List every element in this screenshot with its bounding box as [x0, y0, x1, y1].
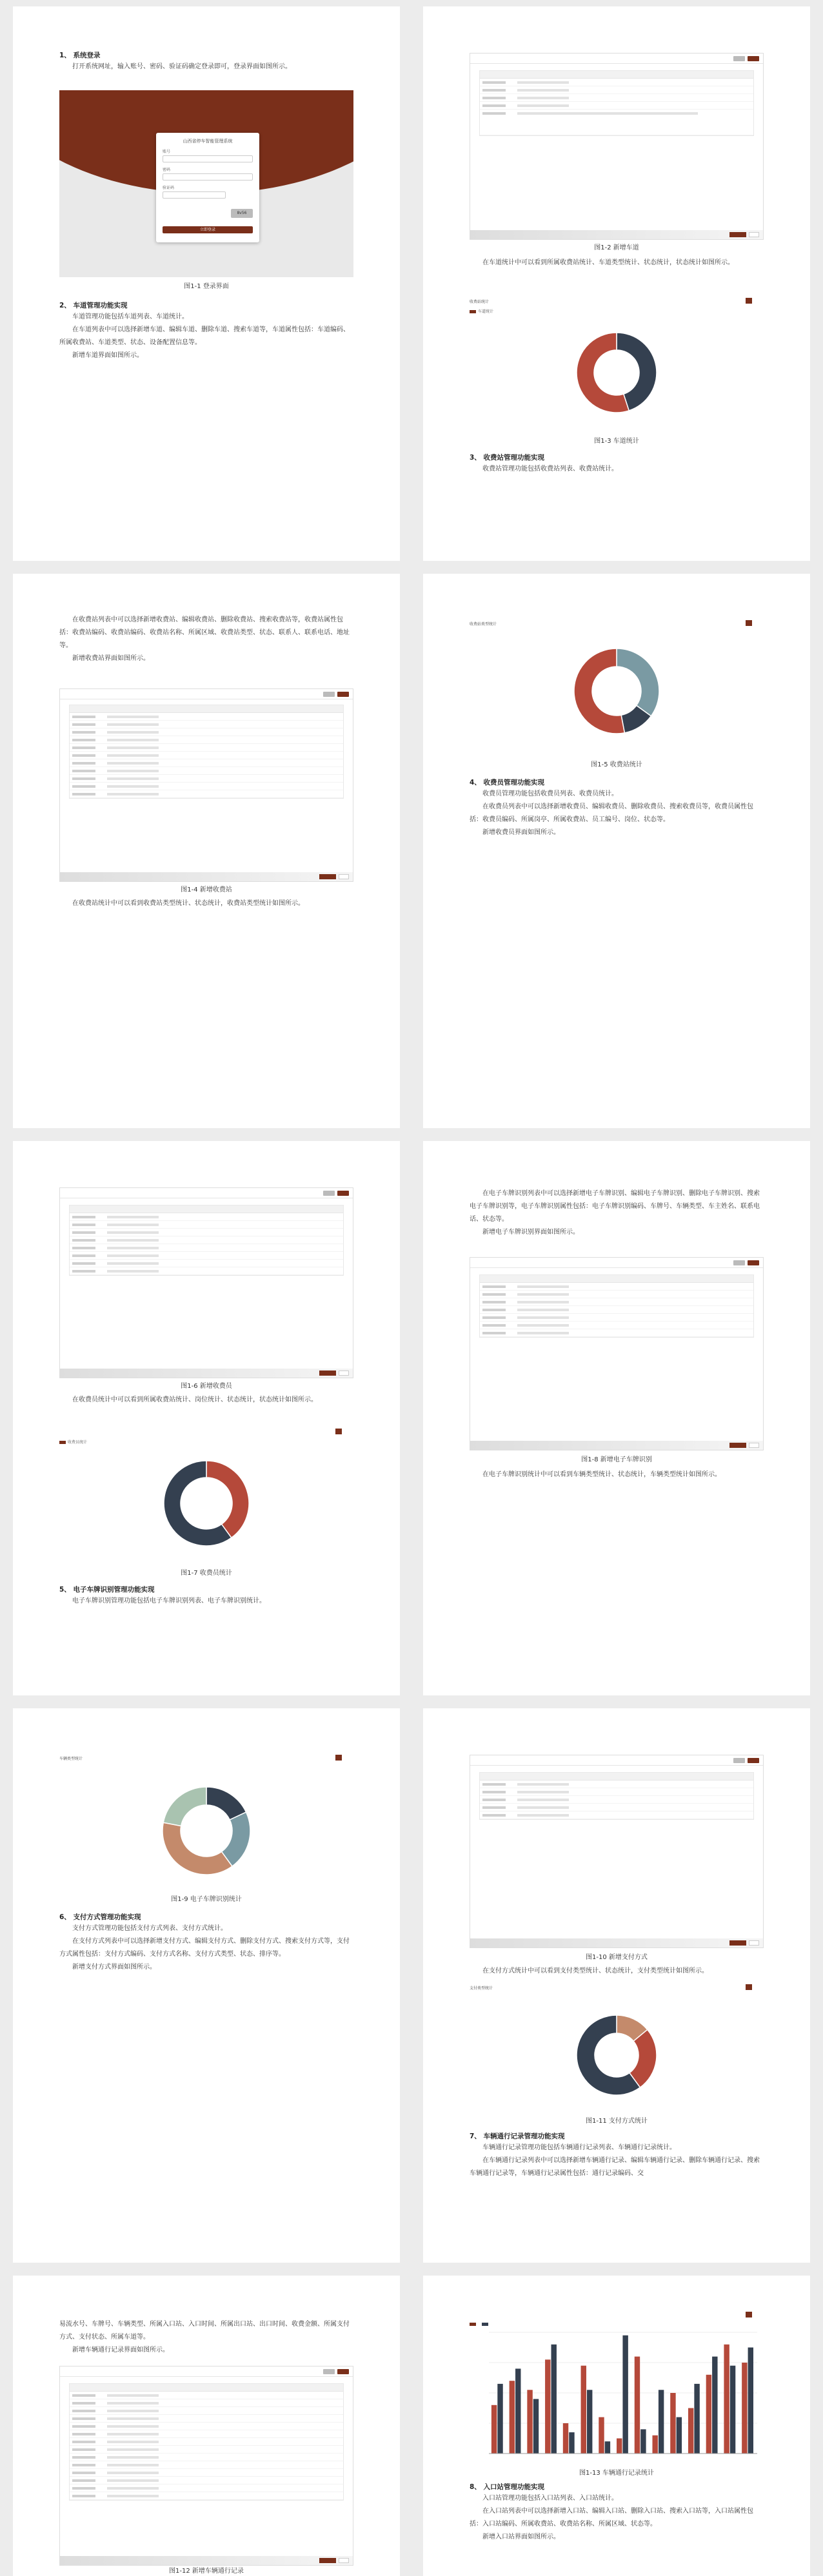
paragraph: 在收费员列表中可以选择新增收费员、编辑收费员、删除收费员、搜索收费员等，收费员属性包括：收费员编码、所属岗亭、所属收费站、员工编号、岗位、状态等。: [470, 803, 753, 823]
paragraph: 在电子车牌识别统计中可以看到车辆类型统计、状态统计，车辆类型统计如图所示。: [482, 1471, 721, 1478]
bar: [581, 2366, 586, 2454]
pie-chart: [59, 1753, 353, 1889]
account-label: 账号: [163, 150, 171, 154]
page-10: [423, 2276, 810, 2576]
bar: [617, 2439, 622, 2454]
page-3: [13, 574, 400, 1128]
paragraph: 打开系统网址，输入账号、密码、验证码确定登录即可，登录界面如图所示。: [72, 63, 292, 70]
bar: [652, 2435, 657, 2454]
bar: [635, 2357, 640, 2454]
figure-caption: 图1-1 登录界面: [184, 283, 229, 290]
section-heading: 4、 收费员管理功能实现: [470, 779, 544, 786]
paragraph: 新增支付方式界面如图所示。: [72, 1964, 156, 1971]
bar: [688, 2408, 693, 2454]
paragraph: 在支付方式统计中可以看到支付类型统计、状态统计，支付类型统计如图所示。: [482, 1967, 708, 1975]
code-label: 验证码: [163, 186, 175, 190]
figure-caption: 图1-7 收费员统计: [181, 1570, 232, 1577]
bar: [587, 2390, 592, 2454]
pie-chart: [470, 619, 764, 748]
page-6: [423, 1141, 810, 1695]
form-panel: [479, 70, 754, 136]
cancel-button[interactable]: [749, 232, 759, 237]
bar: [563, 2423, 568, 2454]
section-heading: 5、 电子车牌识别管理功能实现: [59, 1586, 155, 1594]
bar: [670, 2393, 675, 2454]
form-screenshot: [470, 53, 764, 240]
figure-caption: 图1-2 新增车道: [594, 244, 639, 251]
password-input[interactable]: [163, 173, 253, 181]
bar: [599, 2417, 604, 2454]
login-title: 山西省停车智能管理系统: [183, 139, 233, 144]
bar: [748, 2348, 753, 2454]
paragraph: 在支付方式列表中可以选择新增支付方式、编辑支付方式、删除支付方式、搜索支付方式等，支付方式属性包括：支付方式编码、支付方式名称、支付方式类型、状态、排序等。: [59, 1938, 350, 1958]
code-input[interactable]: [163, 191, 226, 199]
bar: [491, 2405, 497, 2454]
paragraph: 新增车辆通行记录界面如图所示。: [72, 2347, 169, 2354]
bar-svg: [470, 2310, 764, 2465]
bar: [694, 2384, 699, 2454]
pie-chart: [470, 1983, 764, 2112]
chart-label: 收费站统计: [470, 300, 490, 304]
captcha-image[interactable]: 8v56: [231, 209, 253, 218]
paragraph: 新增车道界面如图所示。: [72, 352, 143, 359]
form-screenshot: [59, 2366, 353, 2566]
paragraph: 在收费站统计中可以看到收费站类型统计、状态统计，收费站类型统计如图所示。: [72, 900, 304, 907]
page-9: [13, 2276, 400, 2576]
chart-label: 车辆类型统计: [59, 1757, 83, 1761]
paragraph: 在车道统计中可以看到所属收费站统计、车道类型统计、状态统计，状态统计如图所示。: [482, 259, 734, 266]
pie-slice: [163, 1787, 206, 1826]
bar: [742, 2363, 747, 2454]
bar: [706, 2375, 711, 2454]
password-label: 密码: [163, 168, 171, 172]
paragraph: 新增收费员界面如图所示。: [482, 829, 560, 836]
paragraph: 车辆通行记录管理功能包括车辆通行记录列表、车辆通行记录统计。: [482, 2144, 676, 2151]
bar: [724, 2345, 729, 2454]
bar: [510, 2381, 515, 2454]
paragraph: 收费站管理功能包括收费站列表、收费站统计。: [482, 465, 618, 473]
bar: [677, 2417, 682, 2454]
form-screenshot: [59, 1187, 353, 1378]
form-screenshot: [470, 1257, 764, 1450]
paragraph: 入口站管理功能包括入口站列表、入口站统计。: [482, 2495, 618, 2502]
figure-caption: 图1-4 新增收费站: [181, 886, 232, 893]
section-heading: 3、 收费站管理功能实现: [470, 454, 544, 462]
paragraph: 在入口站列表中可以选择新增入口站、编辑入口站、删除入口站、搜索入口站等，入口站属性包括：入口站编码、所属收费站、收费站名称、所属区域、状态等。: [470, 2508, 753, 2528]
chart-label: 收费站类型统计: [470, 622, 497, 627]
figure-caption: 图1-12 新增车辆通行记录: [169, 2568, 244, 2575]
chart-label: 支付类型统计: [470, 1986, 493, 1991]
page-2: [423, 6, 810, 561]
bar: [551, 2345, 557, 2454]
pie-chart: [470, 297, 764, 432]
login-screenshot: [59, 90, 353, 277]
bar: [640, 2429, 646, 2454]
paragraph: 新增入口站界面如图所示。: [482, 2533, 560, 2541]
bar: [569, 2432, 574, 2454]
section-heading: 1、 系统登录: [59, 52, 101, 59]
figure-caption: 图1-6 新增收费员: [181, 1383, 232, 1390]
bar: [545, 2359, 550, 2454]
pie-slice: [574, 649, 624, 734]
page-1: [13, 6, 400, 561]
paragraph: 在车道列表中可以选择新增车道、编辑车道、删除车道、搜索车道等，车道属性包括：车道编码、所属收费站、车道类型、状态、设备配置信息等。: [59, 326, 350, 346]
figure-caption: 图1-8 新增电子车牌识别: [581, 1456, 652, 1463]
page-4: [423, 574, 810, 1128]
bar-chart: [470, 2310, 764, 2465]
form-screenshot: [470, 1755, 764, 1948]
login-button[interactable]: 立即登录: [163, 226, 253, 233]
confirm-button[interactable]: [729, 232, 746, 237]
section-heading: 2、 车道管理功能实现: [59, 302, 128, 309]
bar: [712, 2357, 717, 2454]
paragraph: 电子车牌识别管理功能包括电子车牌识别列表、电子车牌识别统计。: [72, 1597, 266, 1605]
page-8: [423, 1708, 810, 2263]
bar: [527, 2390, 532, 2454]
paragraph: 易流水号、车牌号、车辆类型、所属入口站、入口时间、所属出口站、出口时间、收费金额、所属支付方式、支付状态、所属车道等。: [59, 2321, 350, 2341]
paragraph: 在收费员统计中可以看到所属收费站统计、岗位统计、状态统计，状态统计如图所示。: [72, 1396, 317, 1403]
paragraph: 支付方式管理功能包括支付方式列表、支付方式统计。: [72, 1925, 227, 1932]
figure-caption: 图1-9 电子车牌识别统计: [171, 1896, 242, 1903]
pie-slice: [163, 1822, 232, 1875]
form-screenshot: [59, 688, 353, 882]
pie-chart: [59, 1427, 353, 1563]
figure-caption: 图1-5 收费站统计: [591, 761, 642, 768]
account-input[interactable]: [163, 155, 253, 162]
paragraph: 车道管理功能包括车道列表、车道统计。: [72, 313, 188, 320]
figure-caption: 图1-10 新增支付方式: [586, 1954, 648, 1961]
bar: [497, 2384, 502, 2454]
bar: [730, 2366, 735, 2454]
paragraph: 收费员管理功能包括收费员列表、收费员统计。: [482, 790, 618, 797]
paragraph: 在收费站列表中可以选择新增收费站、编辑收费站、删除收费站、搜索收费站等，收费站属性包括：收费站编码、收费站编码、收费站名称、所属区域、收费站类型、状态、联系人、联系电话、地址等。: [59, 616, 350, 649]
chart-legend: 车道统计: [470, 308, 493, 314]
chart-legend: 收费员统计: [59, 1439, 87, 1445]
paragraph: 新增收费站界面如图所示。: [72, 655, 150, 662]
pie-svg: [470, 297, 764, 432]
login-card: [156, 133, 259, 242]
paragraph: 在电子车牌识别列表中可以选择新增电子车牌识别、编辑电子车牌识别、删除电子车牌识别、搜索电子车牌识别等，电子车牌识别属性包括：电子车牌识别编码、车牌号、车辆类型、车主姓名、联系电话、状态等。: [470, 1190, 760, 1223]
bar: [622, 2336, 628, 2454]
bar: [659, 2390, 664, 2454]
page-5: [13, 1141, 400, 1695]
pie-slice: [206, 1461, 249, 1537]
bar: [533, 2399, 539, 2454]
figure-caption: 图1-3 车道统计: [594, 438, 639, 445]
figure-caption: 图1-13 车辆通行记录统计: [579, 2470, 654, 2477]
bar: [605, 2441, 610, 2454]
bar: [515, 2368, 521, 2454]
page-7: [13, 1708, 400, 2263]
section-heading: 8、 入口站管理功能实现: [470, 2483, 544, 2491]
paragraph: 在车辆通行记录列表中可以选择新增车辆通行记录、编辑车辆通行记录、删除车辆通行记录、搜索车辆通行记录等，车辆通行记录属性包括：通行记录编码、交: [470, 2157, 760, 2177]
section-heading: 6、 支付方式管理功能实现: [59, 1913, 141, 1921]
paragraph: 新增电子车牌识别界面如图所示。: [482, 1229, 579, 1236]
figure-caption: 图1-11 支付方式统计: [586, 2118, 648, 2125]
section-heading: 7、 车辆通行记录管理功能实现: [470, 2132, 565, 2140]
